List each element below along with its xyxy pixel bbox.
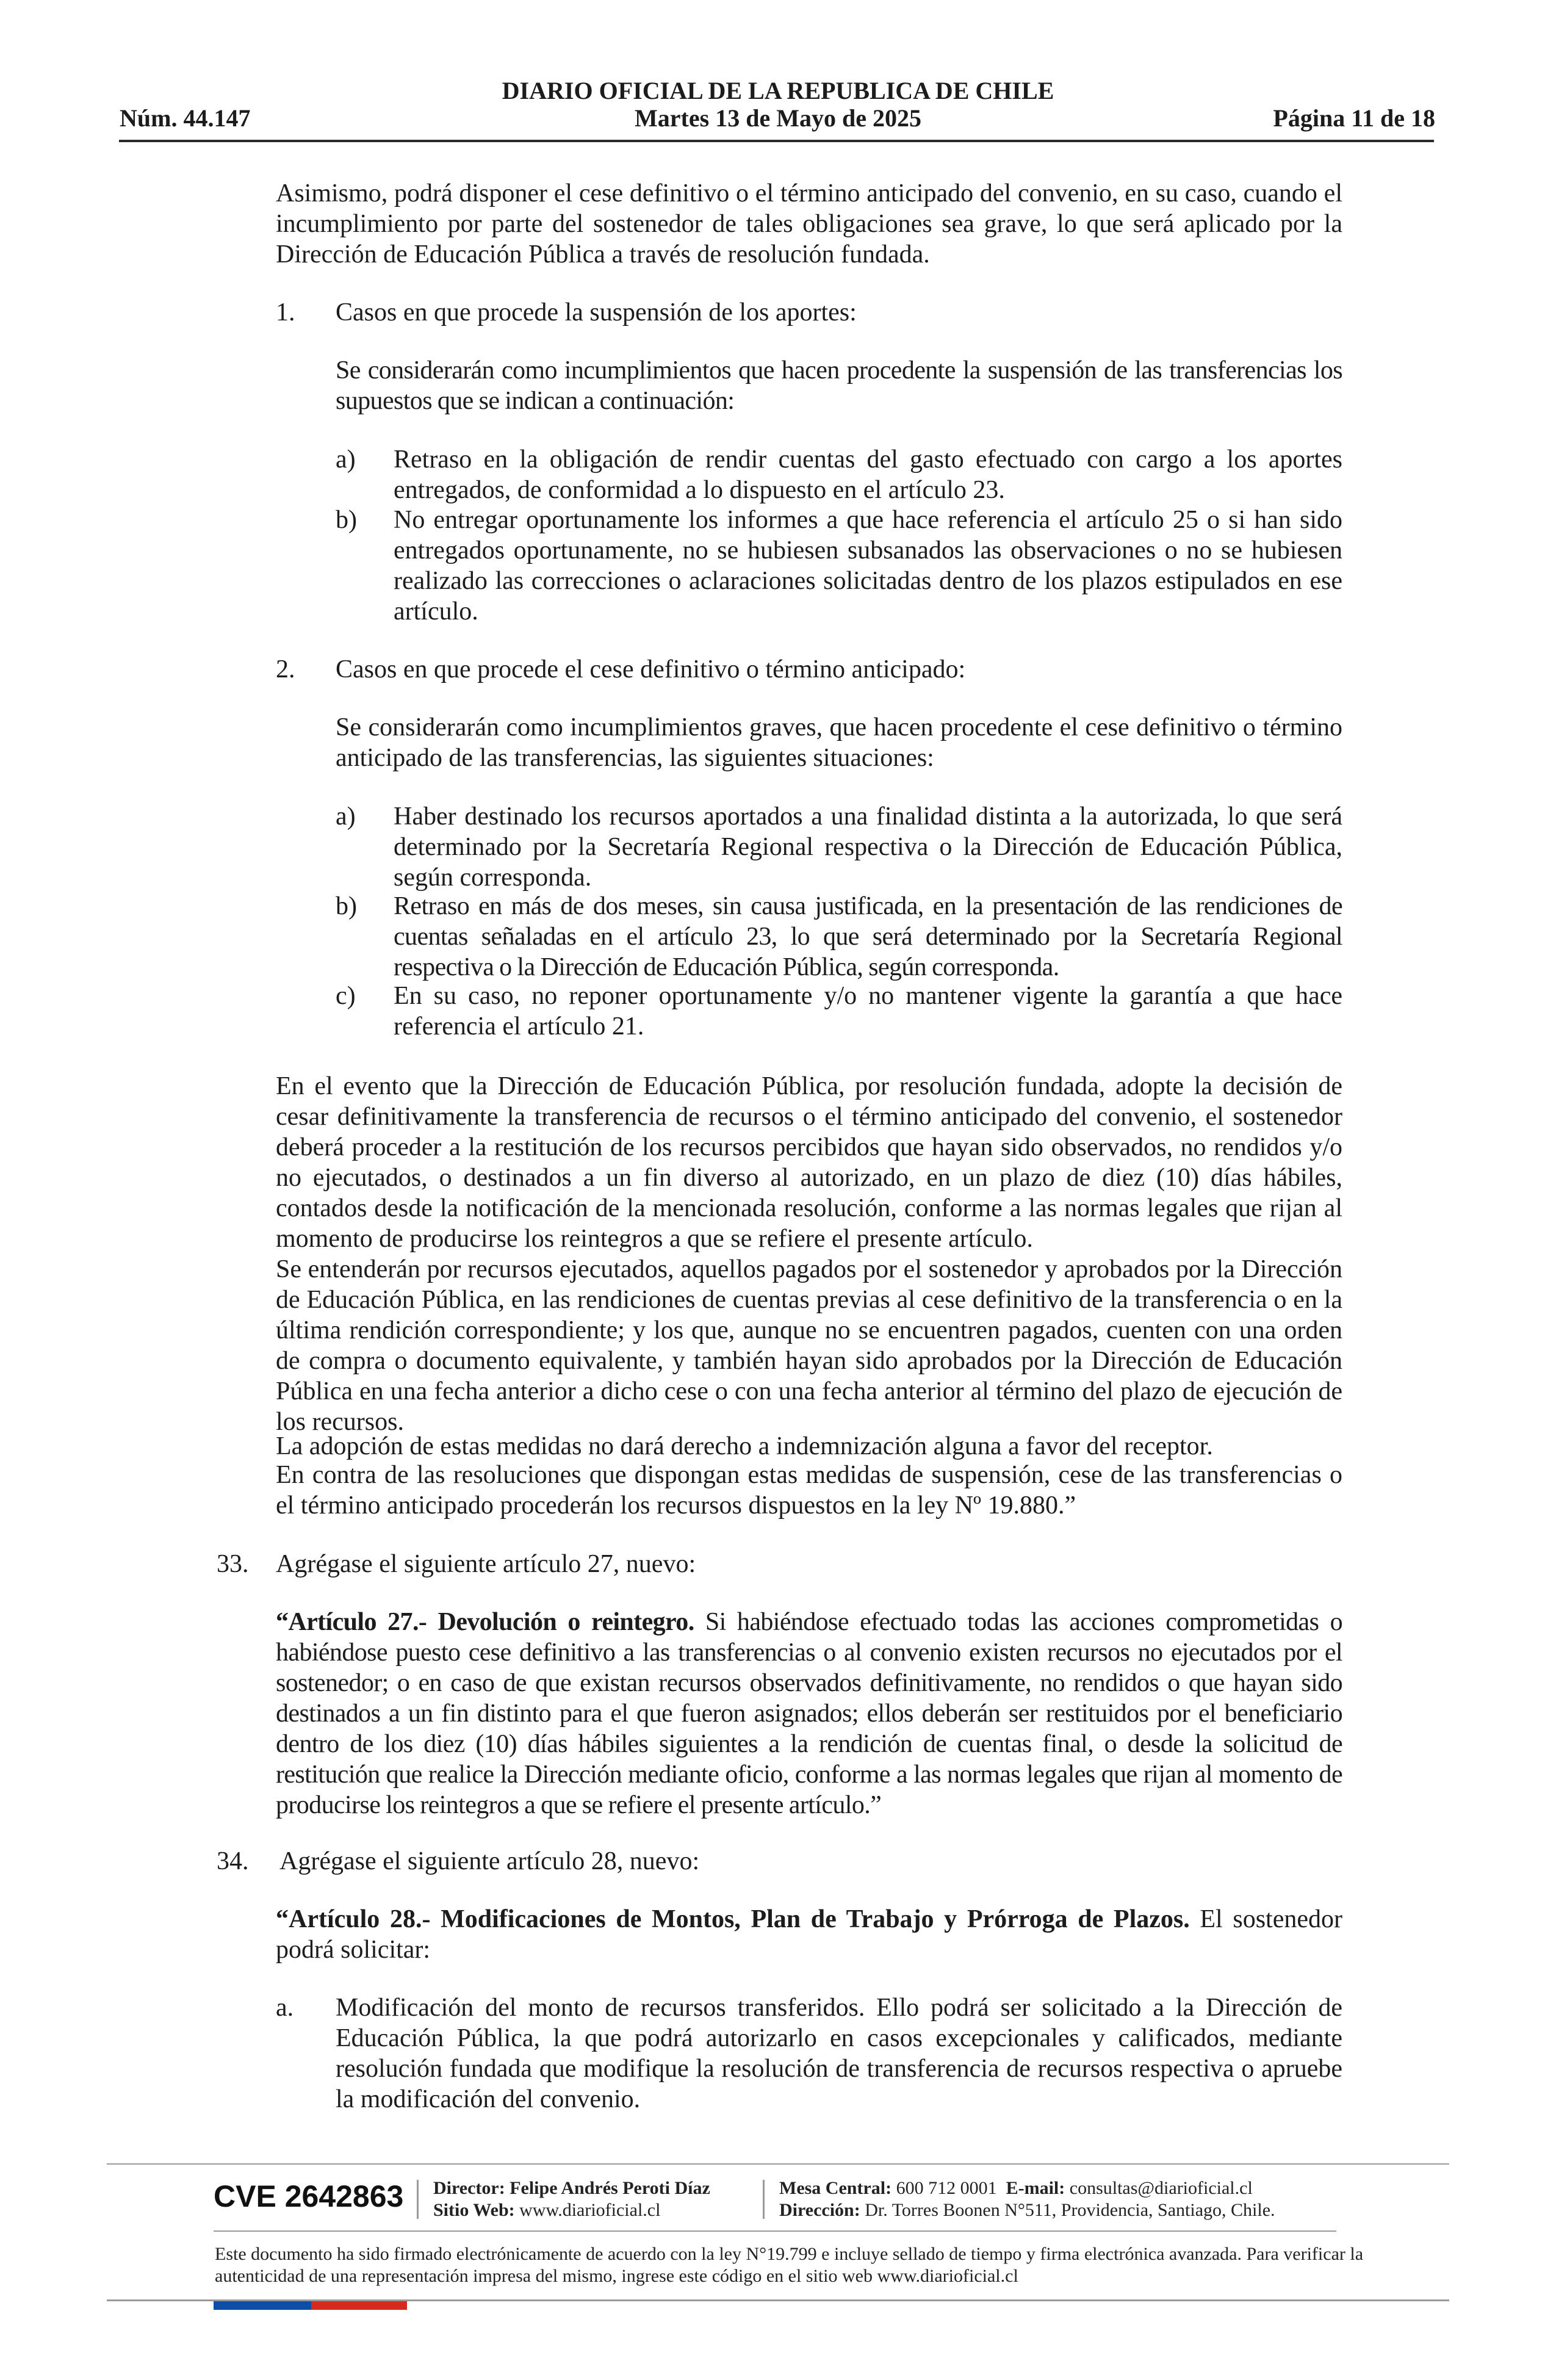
legal-notice: Este documento ha sido firmado electrónicamente de acuerdo con la ley N°19.799 e incluye sellado de tiempo y firma electrónica avanzada. Para verificar la autenticidad de una representación impresa del mismo, ingrese este código en el sitio web www.diarioficial.cl [215,2244,1364,2286]
article-28-text: El sostenedor podrá solicitar: [276,1905,1342,1964]
flag-stripe-red [311,2301,407,2310]
article-27-title: “Artículo 27.- Devolución o reintegro. [276,1608,694,1636]
cve-code: CVE 2642863 [214,2179,404,2213]
closing-paragraph-3: La adopción de estas medidas no dará derecho a indemnización alguna a favor del receptor. [276,1432,1213,1460]
closing-paragraph-2: Se entenderán por recursos ejecutados, aquellos pagados por el sostenedor y aprobados por la Dirección de Educación Pública, en las rendiciones de cuentas previas al cese definitivo de la transferencia o en la última rendición correspondiente; y los que, aunque no se encuentren pagados, cuenten con una orden de compra o documento equivalente, y también hayan sido aprobados por la Dirección de Educación Pública en una fecha anterior a dicho cese o con una fecha anterior al término del plazo de ejecución de los recursos. [276,1255,1342,1436]
section-2-item-a-label: a) [336,802,356,831]
article-27-text: Si habiéndose efectuado todas las acciones comprometidas o habiéndose puesto cese definitivo a las transferencias o al convenio existen recursos no ejecutados por el sostenedor; o en caso de que existan recursos observados definitivamente, no rendidos o que hayan sido destinados a un fin distinto para el que fueron asignados; ellos deberán ser restituidos por el beneficiario dentro de los diez (10) días hábiles siguientes a la rendición de cuentas final, o desde la solicitud de restitución que realice la Dirección mediante oficio, conforme a las normas legales que rijan al momento de producirse los reintegros a que se refiere el presente artículo.” [276,1608,1342,1819]
website-link[interactable]: www.diarioficial.cl [519,2200,661,2220]
director-line [433,2177,710,2199]
mesa-phone: 600 712 0001 [896,2178,997,2198]
contact-line [779,2177,1253,2199]
section-1-paragraph: Se considerarán como incumplimientos que hacen procedente la suspensión de las transferencias los supuestos que se indican a continuación: [336,356,1342,415]
footer-separator-2 [763,2180,765,2219]
article-28-item-a-text: Modificación del monto de recursos transferidos. Ello podrá ser solicitado a la Dirección de Educación Pública, la que podrá autorizarlo en casos excepcionales y calificados, mediante resolución fundada que modifique la resolución de transferencia de recursos respectiva o apruebe la modificación del convenio. [336,1994,1342,2113]
website-line [433,2199,660,2221]
section-2-item-c-label: c) [336,982,356,1010]
issue-date: Martes 13 de Mayo de 2025 [635,104,921,132]
article-27-paragraph [276,1607,1342,1820]
section-2-paragraph: Se considerarán como incumplimientos graves, que hacen procedente el cese definitivo o término anticipado de las transferencias, las siguientes situaciones: [336,713,1342,772]
flag-stripe-blue [214,2301,311,2310]
footer-mid-divider [214,2230,1336,2232]
section-1-number: 1. [276,298,295,326]
section-2-title: Casos en que procede el cese definitivo o término anticipado: [336,655,966,683]
director-name: Felipe Andrés Peroti Díaz [510,2178,710,2198]
email-label: E-mail: [1006,2178,1065,2198]
header-divider [119,140,1434,142]
article-28-item-a-label: a. [276,1994,294,2022]
section-2-item-b-text: Retraso en más de dos meses, sin causa justificada, en la presentación de las rendiciones de cuentas señaladas en el artículo 23, lo que será determinado por la Secretaría Regional respectiva o la Dirección de Educación Pública, según corresponda. [394,892,1342,981]
section-1-item-a-text: Retraso en la obligación de rendir cuentas del gasto efectuado con cargo a los aportes entregados, de conformidad a lo dispuesto en el artículo 23. [394,445,1342,504]
page-number: Página 11 de 18 [1273,104,1435,132]
email-link[interactable]: consultas@diarioficial.cl [1069,2178,1253,2198]
section-2-item-b-label: b) [336,892,357,920]
item-33-text: Agrégase el siguiente artículo 27, nuevo: [276,1550,696,1578]
item-34-number: 34. [217,1847,249,1875]
article-28-paragraph [276,1904,1342,1965]
website-label: Sitio Web: [433,2200,515,2220]
intro-paragraph: Asimismo, podrá disponer el cese definitivo o el término anticipado del convenio, en su caso, cuando el incumplimiento por parte del sostenedor de tales obligaciones sea grave, lo que será aplicado por la Dirección de Educación Pública a través de resolución fundada. [276,179,1342,269]
footer-top-divider [107,2163,1449,2165]
article-28-title: “Artículo 28.- Modificaciones de Montos, Plan de Trabajo y Prórroga de Plazos. [276,1905,1190,1933]
issue-number: Núm. 44.147 [120,104,251,132]
address-line [779,2199,1275,2221]
item-33-number: 33. [217,1550,249,1578]
mesa-label: Mesa Central: [779,2178,892,2198]
closing-paragraph-1: En el evento que la Dirección de Educación Pública, por resolución fundada, adopte la decisión de cesar definitivamente la transferencia de recursos o el término anticipado del convenio, el sostenedor deberá proceder a la restitución de los recursos percibidos que hayan sido observados, no rendidos y/o no ejecutados, o destinados a un fin diverso al autorizado, en un plazo de diez (10) días hábiles, contados desde la notificación de la mencionada resolución, conforme a las normas legales que rijan al momento de producirse los reintegros a que se refiere el presente artículo. [276,1072,1342,1253]
address-text: Dr. Torres Boonen N°511, Providencia, Santiago, Chile. [865,2200,1275,2220]
section-2-number: 2. [276,655,295,683]
section-1-title: Casos en que procede la suspensión de los aportes: [336,298,857,326]
section-2-item-a-text: Haber destinado los recursos aportados a una finalidad distinta a la autorizada, lo que será determinado por la Secretaría Regional respectiva o la Dirección de Educación Pública, según corresponda. [394,802,1342,892]
section-1-item-a-label: a) [336,445,356,474]
address-label: Dirección: [779,2200,860,2220]
section-1-item-b-label: b) [336,506,357,534]
footer-separator-1 [417,2180,419,2219]
newspaper-title: DIARIO OFICIAL DE LA REPUBLICA DE CHILE [502,77,1054,104]
item-34-text: Agrégase el siguiente artículo 28, nuevo: [279,1847,700,1875]
director-label: Director: [433,2178,505,2198]
section-1-item-b-text: No entregar oportunamente los informes a que hace referencia el artículo 25 o si han sido entregados oportunamente, no se hubiesen subsanados las observaciones o no se hubiesen realizado las correcciones o aclaraciones solicitadas dentro de los plazos estipulados en ese artículo. [394,506,1342,626]
closing-paragraph-4: En contra de las resoluciones que dispongan estas medidas de suspensión, cese de las transferencias o el término anticipado procederán los recursos dispuestos en la ley Nº 19.880.” [276,1461,1342,1520]
section-2-item-c-text: En su caso, no reponer oportunamente y/o no mantener vigente la garantía a que hace referencia el artículo 21. [394,982,1342,1040]
